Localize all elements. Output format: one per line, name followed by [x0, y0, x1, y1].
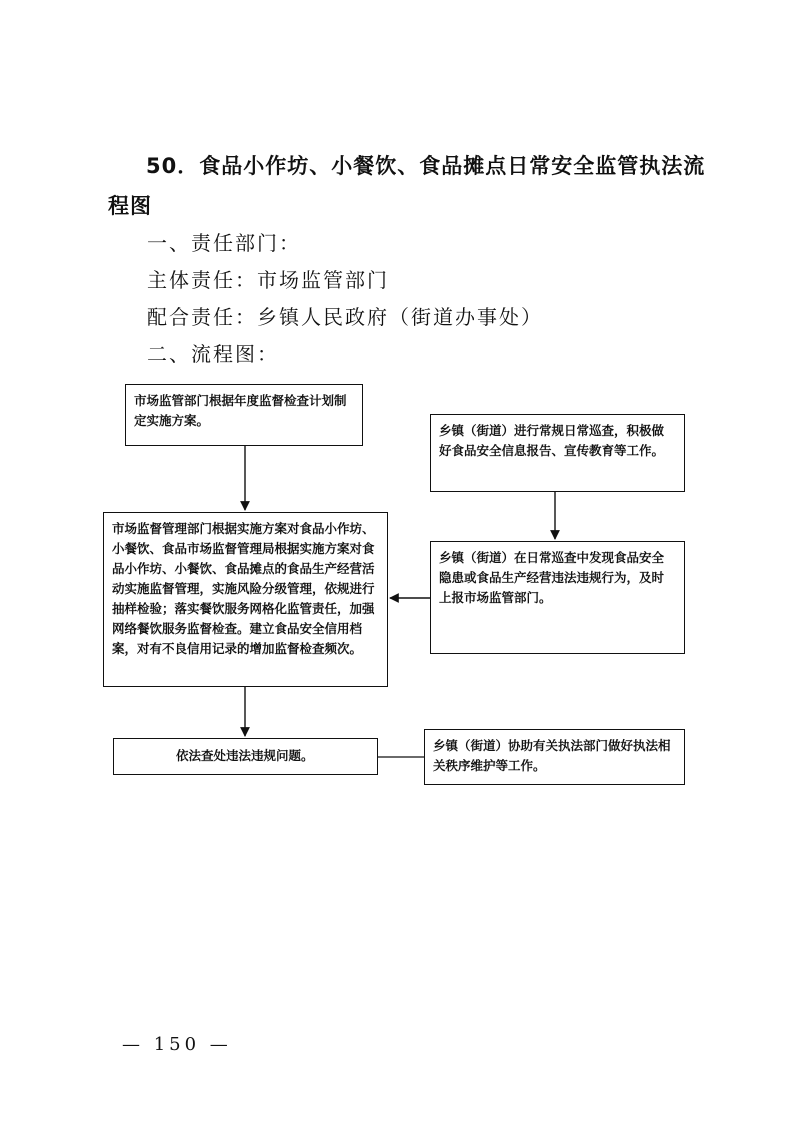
flow-box-report: 乡镇（街道）在日常巡查中发现食品安全隐患或食品生产经营违法违规行为，及时上报市场监管部门。: [430, 541, 685, 654]
cooperating-responsibility: 配合责任：乡镇人民政府（街道办事处）: [147, 305, 543, 329]
flow-box-plan: 市场监管部门根据年度监督检查计划制定实施方案。: [125, 384, 363, 446]
flow-box-punish: 依法查处违法违规问题。: [113, 738, 378, 775]
flow-box-supervision: 市场监督管理部门根据实施方案对食品小作坊、小餐饮、食品市场监督管理局根据实施方案对食品小作坊、小餐饮、食品摊点的食品生产经营活动实施监督管理，实施风险分级管理，依规进行抽样检验；落实餐饮服务网格化监管责任，加强网络餐饮服务监督检查。建立食品安全信用档案，对有不良信用记录的增加监督检查频次。: [103, 512, 388, 687]
flow-box-assist: 乡镇（街道）协助有关执法部门做好执法相关秩序维护等工作。: [424, 729, 685, 785]
page-number: — 150 —: [122, 1034, 232, 1055]
document-title: 50．食品小作坊、小餐饮、食品摊点日常安全监管执法流程图: [108, 154, 706, 218]
lead-responsibility: 主体责任：市场监管部门: [147, 268, 389, 292]
flow-box-patrol: 乡镇（街道）进行常规日常巡查，积极做好食品安全信息报告、宣传教育等工作。: [430, 414, 685, 492]
section-heading-flowchart: 二、流程图：: [147, 342, 279, 366]
section-heading-responsibility: 一、责任部门：: [147, 231, 301, 255]
